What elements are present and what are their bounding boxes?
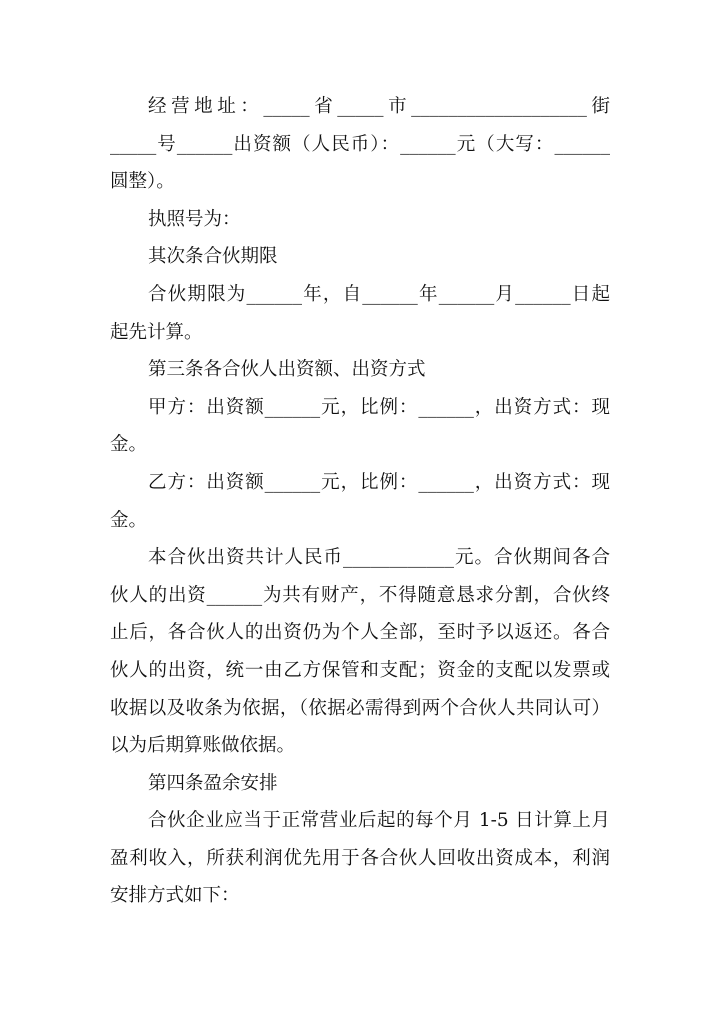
- text-line: 合伙期限为______年，自______年______月______日起: [148, 283, 610, 305]
- text-line: 金。: [110, 434, 148, 456]
- paragraph: [110, 351, 610, 389]
- paragraph: [110, 539, 610, 765]
- paragraph: [110, 88, 610, 201]
- text-line: 起先计算。: [110, 321, 203, 343]
- text-line: 伙人的出资______为共有财产，不得随意恳求分割，合伙终: [110, 584, 610, 606]
- text-line: 以为后期算账做依据。: [110, 735, 296, 757]
- paragraph: [110, 276, 610, 351]
- text-line: _____号______出资额（人民币）：______元（大写：______: [110, 133, 610, 155]
- paragraph: [110, 389, 610, 464]
- text-line: 本合伙出资共计人民币____________元。合伙期间各合: [148, 547, 610, 569]
- text-line: 伙人的出资，统一由乙方保管和支配；资金的支配以发票或: [110, 659, 610, 681]
- text-line: 经营地址：_____省_____市___________________街: [148, 96, 610, 117]
- text-line: 合伙企业应当于正常营业后起的每个月 1-5 日计算上月: [148, 810, 610, 832]
- paragraph: [110, 802, 610, 915]
- document-body: [110, 88, 610, 915]
- paragraph: [110, 238, 610, 276]
- text-line: 盈利收入，所获利润优先用于各合伙人回收出资成本，利润: [110, 847, 610, 869]
- text-line: 收据以及收条为依据，（依据必需得到两个合伙人共同认可）: [110, 697, 610, 719]
- text-line: 其次条合伙期限: [148, 246, 278, 268]
- paragraph: [110, 765, 610, 803]
- text-line: 第四条盈余安排: [148, 772, 278, 794]
- text-line: 安排方式如下：: [110, 885, 240, 907]
- text-line: 金。: [110, 509, 148, 531]
- text-line: 止后，各合伙人的出资仍为个人全部，至时予以返还。各合: [110, 622, 610, 644]
- text-line: 甲方：出资额______元，比例：______，出资方式：现: [148, 396, 610, 418]
- paragraph: [110, 464, 610, 539]
- text-line: 执照号为：: [148, 208, 241, 230]
- paragraph: [110, 201, 610, 239]
- text-line: 乙方：出资额______元，比例：______，出资方式：现: [148, 471, 610, 493]
- text-line: 第三条各合伙人出资额、出资方式: [148, 359, 426, 381]
- text-line: 圆整）。: [110, 171, 175, 193]
